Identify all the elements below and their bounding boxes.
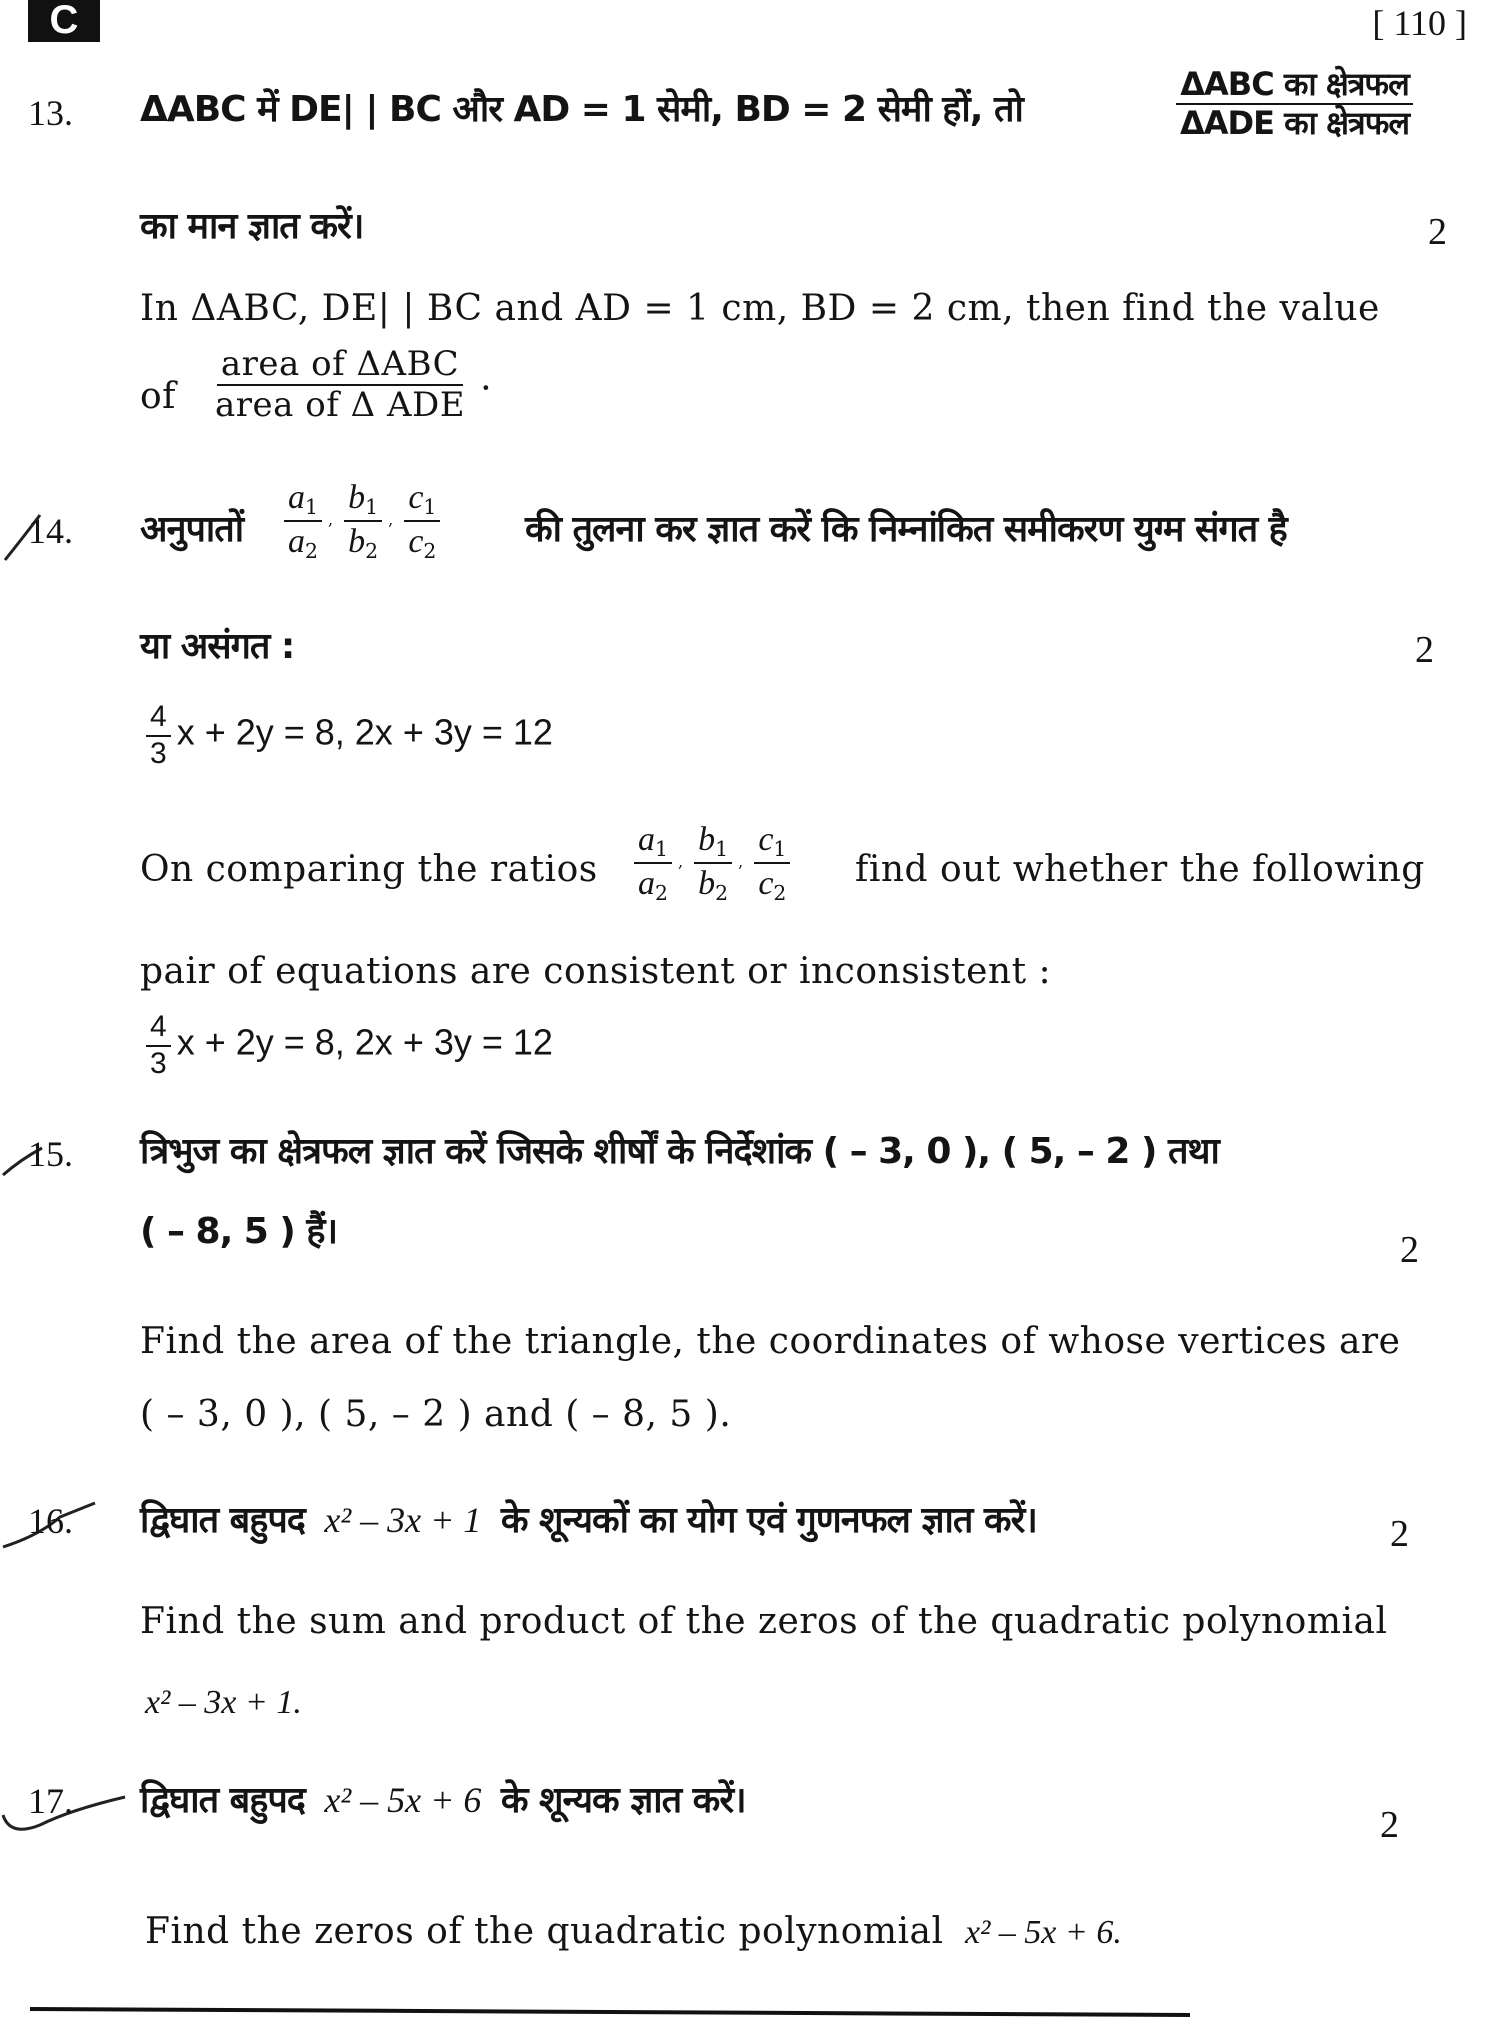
q13-english-frac-num: area of ΔABC bbox=[217, 345, 463, 386]
q14-hindi-suffix: की तुलना कर ज्ञात करें कि निम्नांकित समीकरण युग्म संगत है bbox=[525, 509, 1287, 550]
q13-marks: 2 bbox=[1428, 211, 1447, 253]
question-number-17: 17. bbox=[28, 1781, 73, 1821]
q13-english-of: of bbox=[140, 376, 176, 417]
q14-english-suffix: find out whether the following bbox=[855, 849, 1425, 890]
q13-english-fraction: $\frac{\text{area of ΔABC}}{\text{area of Δ ADE}}$ . bbox=[205, 345, 492, 425]
question-number-15: 15. bbox=[28, 1134, 73, 1174]
q15-marks: 2 bbox=[1400, 1229, 1419, 1271]
q13-hindi-line2: का मान ज्ञात करें। bbox=[140, 206, 364, 247]
q14-ratios-english: $\frac{a_1}{a_2}$ , $\frac{b_1}{b_2}$ , $\frac{c_1}{c_2}$ bbox=[628, 820, 796, 905]
q15-english-line1: Find the area of the triangle, the coordinates of whose vertices are bbox=[140, 1321, 1401, 1362]
q14-ratios-hindi: $\frac{a_1}{a_2}$ , $\frac{b_1}{b_2}$ , $\frac{c_1}{c_2}$ bbox=[278, 478, 446, 563]
q13-hindi-frac-num: ΔABC का क्षेत्रफल bbox=[1176, 66, 1413, 105]
q13-english-frac-den: area of Δ ADE bbox=[215, 385, 466, 426]
section-badge: C bbox=[28, 0, 100, 42]
q16-english-line1: Find the sum and product of the zeros of the quadratic polynomial bbox=[140, 1601, 1388, 1642]
q13-hindi-frac-den: ΔADE का क्षेत्रफल bbox=[1180, 103, 1410, 142]
q14-equation-english: $\frac{4}{3}$ x + 2y = 8, 2x + 3y = 12 bbox=[140, 1010, 553, 1081]
q14-english-prefix: On comparing the ratios bbox=[140, 849, 598, 890]
q14-equation-hindi: $\frac{4}{3}$ x + 2y = 8, 2x + 3y = 12 bbox=[140, 700, 553, 771]
question-number-14: 14. bbox=[28, 511, 73, 551]
q17-hindi-line: द्विघात बहुपद x² – 5x + 6 के शून्यक ज्ञात करें। bbox=[140, 1780, 746, 1821]
q16-hindi-line: द्विघात बहुपद x² – 3x + 1 के शून्यकों का योग एवं गुणनफल ज्ञात करें। bbox=[140, 1500, 1037, 1541]
q16-marks: 2 bbox=[1390, 1513, 1409, 1555]
q17-english-line: Find the zeros of the quadratic polynomial x² – 5x + 6. bbox=[145, 1911, 1122, 1952]
q15-english-line2: ( – 3, 0 ), ( 5, – 2 ) and ( – 8, 5 ). bbox=[140, 1394, 732, 1435]
q13-hindi-fraction bbox=[1170, 66, 1419, 142]
q14-hindi-prefix: अनुपातों bbox=[140, 509, 244, 550]
q13-hindi-line1 bbox=[140, 88, 1023, 132]
q16-polynomial: x² – 3x + 1 bbox=[324, 1500, 482, 1540]
q17-english-polynomial: x² – 5x + 6. bbox=[965, 1914, 1122, 1951]
q14-english-line2: pair of equations are consistent or inconsistent : bbox=[140, 951, 1052, 992]
q13-hindi-prefix: ΔABC में DE| | BC और AD = 1 सेमी, BD = 2 सेमी हों, तो bbox=[140, 89, 1023, 130]
q16-english-line2: x² – 3x + 1. bbox=[145, 1684, 302, 1721]
q17-polynomial: x² – 5x + 6 bbox=[324, 1780, 482, 1820]
q15-hindi-line1: त्रिभुज का क्षेत्रफल ज्ञात करें जिसके शीर्षों के निर्देशांक ( – 3, 0 ), ( 5, – 2 ) तथा bbox=[140, 1131, 1219, 1172]
page-number: [ 110 ] bbox=[1372, 3, 1467, 43]
footer-rule bbox=[30, 2007, 1190, 2017]
q13-english-line1: In ΔABC, DE| | BC and AD = 1 cm, BD = 2 cm, then find the value bbox=[140, 288, 1380, 329]
question-number-16: 16. bbox=[28, 1501, 73, 1541]
q15-hindi-line2: ( – 8, 5 ) हैं। bbox=[140, 1211, 338, 1252]
question-number-13: 13. bbox=[28, 93, 73, 133]
q14-hindi-line2: या असंगत : bbox=[140, 626, 295, 667]
q14-marks: 2 bbox=[1415, 629, 1434, 671]
q17-marks: 2 bbox=[1380, 1804, 1399, 1846]
